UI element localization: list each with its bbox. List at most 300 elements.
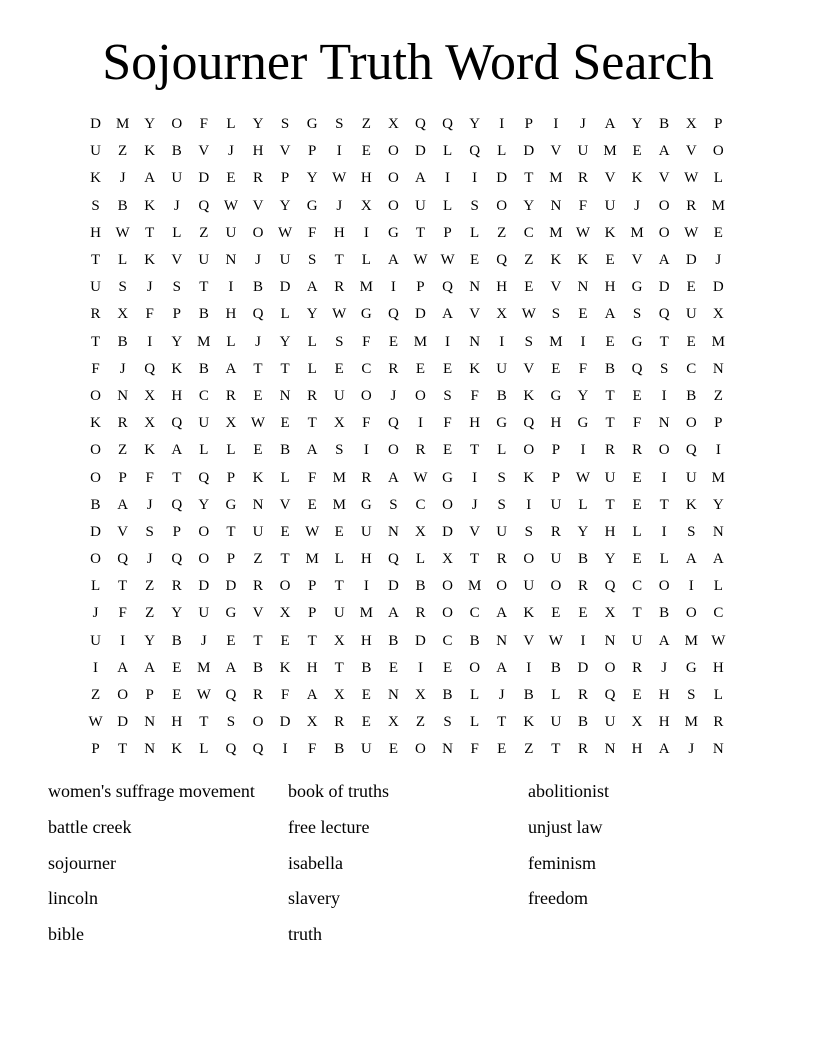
grid-letter: A (685, 551, 697, 568)
grid-letter: P (307, 605, 317, 622)
grid-letter: E (415, 360, 426, 377)
grid-letter: L (226, 333, 236, 350)
grid-letter: B (361, 659, 372, 676)
grid-letter: N (496, 632, 508, 649)
grid-letter: Q (171, 415, 183, 432)
grid-letter: O (90, 442, 101, 459)
grid-letter: G (496, 415, 508, 432)
grid-letter: R (577, 170, 588, 187)
grid-letter: X (333, 687, 345, 704)
grid-letter: R (632, 659, 643, 676)
grid-letter: D (225, 578, 237, 595)
grid-letter: E (442, 659, 453, 676)
grid-letter: G (360, 306, 372, 323)
grid-letter: W (278, 224, 293, 241)
grid-letter: L (632, 523, 642, 540)
grid-letter: J (336, 197, 343, 214)
grid-letter: V (604, 170, 616, 187)
grid-letter: N (442, 741, 453, 758)
grid-letter: L (470, 714, 480, 731)
grid-letter: V (631, 252, 643, 269)
grid-letter: P (172, 306, 181, 323)
grid-letter: T (280, 360, 290, 377)
grid-letter: X (712, 306, 724, 323)
grid-letter: R (361, 469, 372, 486)
grid-letter: Y (171, 605, 183, 622)
grid-letter: D (442, 523, 453, 540)
grid-letter: U (333, 387, 345, 404)
page-title: Sojourner Truth Word Search (102, 34, 714, 91)
grid-letter: N (252, 496, 264, 513)
grid-letter: S (687, 523, 696, 540)
grid-letter: H (333, 224, 345, 241)
grid-letter: Y (252, 116, 264, 133)
grid-letter: V (252, 605, 264, 622)
grid-letter: O (415, 741, 426, 758)
grid-letter: M (467, 578, 482, 595)
grid-letter: G (442, 469, 453, 486)
grid-letter: M (549, 170, 563, 187)
grid-letter: A (658, 143, 670, 160)
grid-letter: B (415, 578, 426, 595)
word-list-item: isabella (288, 852, 343, 873)
grid-letter: A (658, 632, 670, 649)
grid-letter: I (715, 442, 721, 459)
grid-letter: P (172, 523, 181, 540)
grid-letter: O (252, 714, 264, 731)
grid-letter: G (306, 197, 318, 214)
grid-letter: W (250, 415, 266, 432)
grid-letter: D (496, 170, 508, 187)
grid-letter: E (632, 469, 642, 486)
grid-letter: B (198, 360, 209, 377)
grid-letter: L (551, 687, 561, 704)
grid-letter: T (90, 252, 101, 269)
word-list-item: battle creek (48, 816, 132, 837)
grid-letter: B (550, 659, 561, 676)
grid-letter: K (469, 360, 481, 377)
grid-letter: O (252, 224, 264, 241)
grid-letter: D (90, 116, 101, 133)
grid-row (82, 655, 732, 682)
grid-letter: J (92, 605, 99, 622)
grid-letter: T (226, 523, 236, 540)
grid-letter: E (497, 741, 507, 758)
grid-letter: J (146, 551, 153, 568)
grid-letter: B (117, 333, 128, 350)
grid-letter: E (578, 306, 588, 323)
grid-row (82, 301, 732, 328)
grid-letter: Y (306, 306, 318, 323)
grid-row (82, 329, 732, 356)
grid-letter: F (145, 469, 154, 486)
grid-letter: J (688, 741, 695, 758)
grid-letter: A (442, 306, 453, 323)
grid-letter: D (415, 306, 426, 323)
grid-letter: H (604, 523, 616, 540)
grid-letter: G (225, 496, 237, 513)
grid-letter: M (359, 279, 373, 296)
grid-letter: W (575, 469, 591, 486)
grid-letter: X (442, 551, 453, 568)
grid-letter: O (279, 578, 291, 595)
grid-letter: Q (469, 143, 481, 160)
grid-letter: H (604, 279, 616, 296)
grid-letter: B (659, 605, 670, 622)
grid-letter: K (171, 360, 183, 377)
grid-row (82, 736, 732, 763)
grid-row (82, 682, 732, 709)
grid-letter: L (172, 224, 182, 241)
grid-letter: V (685, 143, 697, 160)
grid-letter: C (686, 360, 697, 377)
grid-letter: O (550, 578, 562, 595)
grid-letter: L (226, 116, 236, 133)
grid-letter: V (252, 197, 264, 214)
grid-letter: Q (442, 116, 453, 133)
grid-letter: X (631, 714, 643, 731)
grid-letter: Q (685, 442, 697, 459)
grid-letter: W (332, 170, 347, 187)
grid-letter: K (90, 170, 101, 187)
grid-letter: Z (253, 551, 263, 568)
grid-letter: S (497, 496, 506, 513)
grid-letter: L (280, 306, 290, 323)
grid-letter: E (388, 659, 398, 676)
grid-letter: Q (225, 687, 237, 704)
grid-letter: E (442, 360, 453, 377)
grid-letter: T (118, 578, 128, 595)
grid-letter: W (305, 523, 320, 540)
grid-letter: R (225, 387, 236, 404)
grid-letter: I (661, 523, 667, 540)
grid-letter: W (196, 687, 211, 704)
grid-letter: X (306, 714, 318, 731)
grid-letter: M (549, 333, 563, 350)
grid-letter: J (146, 279, 153, 296)
grid-letter: J (715, 252, 722, 269)
grid-letter: O (604, 659, 616, 676)
grid-letter: T (307, 632, 317, 649)
grid-letter: J (119, 360, 126, 377)
grid-letter: Q (117, 551, 129, 568)
grid-letter: P (145, 687, 154, 704)
grid-letter: L (90, 578, 101, 595)
grid-letter: F (632, 415, 642, 432)
grid-letter: J (146, 496, 153, 513)
grid-letter: R (496, 551, 507, 568)
grid-letter: B (659, 116, 670, 133)
grid-letter: Q (415, 116, 426, 133)
grid-letter: O (198, 523, 210, 540)
grid-letter: Z (361, 116, 371, 133)
grid-letter: X (279, 605, 291, 622)
grid-letter: K (144, 197, 156, 214)
grid-letter: V (523, 360, 535, 377)
grid-letter: S (660, 360, 669, 377)
grid-letter: R (334, 714, 345, 731)
grid-letter: A (225, 360, 237, 377)
grid-letter: C (632, 578, 643, 595)
grid-letter: U (604, 469, 616, 486)
grid-letter: S (118, 279, 127, 296)
grid-letter: G (631, 333, 643, 350)
grid-letter: C (469, 605, 480, 622)
grid-letter: E (551, 360, 561, 377)
grid-row (82, 356, 732, 383)
grid-letter: S (551, 306, 561, 323)
grid-letter: X (333, 415, 345, 432)
grid-row (82, 111, 732, 138)
grid-letter: X (225, 415, 237, 432)
grid-letter: T (470, 551, 480, 568)
grid-letter: T (145, 224, 155, 241)
grid-letter: W (684, 170, 699, 187)
grid-letter: N (117, 387, 129, 404)
grid-letter: F (307, 224, 317, 241)
grid-letter: X (144, 415, 156, 432)
grid-row (82, 628, 732, 655)
grid-letter: I (417, 659, 423, 676)
grid-letter: D (198, 578, 210, 595)
grid-letter: F (362, 415, 371, 432)
grid-row (82, 274, 732, 301)
grid-letter: B (388, 632, 399, 649)
grid-letter: E (361, 143, 371, 160)
grid-letter: S (335, 333, 344, 350)
grid-letter: Z (145, 578, 155, 595)
grid-letter: U (333, 605, 345, 622)
grid-letter: I (526, 659, 532, 676)
grid-letter: L (497, 442, 507, 459)
grid-letter: I (363, 224, 369, 241)
grid-letter: D (685, 252, 697, 269)
grid-letter: Y (577, 523, 589, 540)
grid-letter: N (658, 415, 670, 432)
grid-letter: O (496, 578, 508, 595)
grid-letter: L (442, 197, 453, 214)
grid-letter: U (604, 197, 616, 214)
grid-row (82, 193, 732, 220)
grid-letter: V (550, 143, 562, 160)
grid-letter: A (306, 442, 318, 459)
grid-letter: J (634, 197, 641, 214)
grid-letter: E (470, 252, 480, 269)
grid-letter: M (711, 197, 725, 214)
grid-letter: O (415, 387, 426, 404)
grid-letter: N (387, 687, 399, 704)
grid-letter: A (712, 551, 724, 568)
grid-letter: O (658, 578, 670, 595)
grid-letter: E (280, 415, 290, 432)
grid-letter: U (279, 252, 291, 269)
grid-row (82, 437, 732, 464)
grid-row (82, 247, 732, 274)
grid-letter: P (307, 578, 317, 595)
grid-letter: Q (198, 197, 210, 214)
grid-letter: U (90, 632, 101, 649)
grid-letter: O (387, 143, 399, 160)
grid-row (82, 492, 732, 519)
grid-letter: O (90, 551, 101, 568)
grid-letter: U (496, 360, 508, 377)
grid-letter: O (658, 197, 670, 214)
grid-letter: Q (658, 306, 670, 323)
grid-letter: N (550, 197, 562, 214)
grid-letter: W (548, 632, 563, 649)
grid-letter: S (632, 306, 642, 323)
grid-letter: L (442, 143, 453, 160)
grid-letter: E (524, 279, 534, 296)
grid-letter: N (279, 387, 291, 404)
grid-letter: H (90, 224, 101, 241)
grid-letter: H (496, 279, 508, 296)
grid-letter: U (198, 415, 210, 432)
grid-letter: T (470, 442, 480, 459)
grid-letter: Q (631, 360, 643, 377)
grid-letter: Q (387, 551, 399, 568)
grid-letter: A (496, 659, 508, 676)
grid-letter: Y (577, 387, 589, 404)
grid-letter: Y (712, 496, 724, 513)
grid-letter: P (714, 116, 723, 133)
grid-letter: T (659, 333, 669, 350)
grid-letter: U (631, 632, 643, 649)
grid-letter: A (117, 496, 129, 513)
grid-letter: A (415, 170, 426, 187)
grid-letter: E (307, 496, 317, 513)
grid-row (82, 410, 732, 437)
grid-letter: E (334, 523, 344, 540)
grid-letter: B (171, 143, 182, 160)
grid-letter: L (415, 551, 426, 568)
grid-letter: H (712, 659, 724, 676)
grid-letter: X (685, 116, 697, 133)
grid-letter: C (523, 224, 534, 241)
grid-letter: I (336, 143, 342, 160)
grid-letter: I (147, 333, 153, 350)
grid-letter: G (306, 116, 318, 133)
grid-letter: J (471, 496, 478, 513)
grid-letter: P (307, 143, 317, 160)
grid-letter: M (197, 659, 211, 676)
grid-letter: D (415, 143, 426, 160)
grid-letter: W (88, 714, 103, 731)
grid-letter: L (470, 224, 480, 241)
grid-letter: L (280, 469, 290, 486)
grid-letter: C (442, 632, 453, 649)
grid-letter: K (252, 469, 264, 486)
grid-letter: T (605, 415, 615, 432)
grid-letter: M (603, 143, 617, 160)
grid-letter: O (117, 687, 129, 704)
grid-letter: I (472, 469, 478, 486)
word-list-item: lincoln (48, 888, 98, 909)
letter-grid (82, 111, 732, 764)
grid-letter: J (228, 143, 234, 160)
grid-letter: S (524, 523, 533, 540)
grid-letter: X (387, 714, 399, 731)
grid-letter: V (523, 632, 535, 649)
grid-letter: H (631, 741, 643, 758)
grid-letter: E (334, 360, 344, 377)
grid-letter: E (632, 143, 642, 160)
grid-letter: A (144, 659, 156, 676)
grid-letter: T (334, 252, 344, 269)
grid-letter: E (551, 605, 561, 622)
grid-letter: A (496, 605, 508, 622)
grid-letter: M (359, 605, 373, 622)
grid-letter: K (550, 252, 562, 269)
grid-letter: U (685, 469, 697, 486)
grid-letter: R (415, 442, 426, 459)
grid-letter: Z (415, 714, 426, 731)
grid-letter: W (521, 306, 536, 323)
grid-letter: R (253, 170, 264, 187)
grid-letter: S (280, 116, 290, 133)
grid-letter: Y (604, 551, 616, 568)
grid-letter: N (577, 279, 589, 296)
word-list-item: unjust law (528, 816, 603, 837)
grid-letter: H (360, 632, 372, 649)
grid-letter: L (199, 741, 209, 758)
grid-letter: N (144, 741, 156, 758)
grid-letter: D (415, 632, 426, 649)
grid-letter: E (605, 333, 615, 350)
grid-letter: K (279, 659, 291, 676)
grid-letter: I (417, 415, 423, 432)
grid-letter: M (413, 333, 428, 350)
grid-letter: S (389, 496, 398, 513)
grid-letter: C (361, 360, 372, 377)
grid-letter: F (307, 741, 317, 758)
grid-letter: O (523, 551, 535, 568)
grid-letter: W (440, 252, 455, 269)
grid-letter: T (199, 714, 209, 731)
grid-letter: I (661, 387, 667, 404)
grid-letter: Q (252, 306, 264, 323)
grid-letter: H (469, 415, 481, 432)
grid-letter: T (551, 741, 561, 758)
grid-letter: E (632, 551, 642, 568)
grid-letter: X (360, 197, 372, 214)
grid-row (82, 519, 732, 546)
grid-letter: K (523, 469, 535, 486)
grid-row (82, 138, 732, 165)
grid-letter: P (91, 741, 100, 758)
grid-letter: F (443, 415, 452, 432)
grid-letter: U (496, 523, 508, 540)
grid-letter: H (171, 714, 183, 731)
grid-letter: B (117, 197, 128, 214)
grid-letter: U (550, 496, 562, 513)
grid-letter: Y (306, 170, 318, 187)
grid-letter: R (90, 306, 101, 323)
grid-letter: J (255, 252, 261, 269)
grid-letter: L (307, 333, 317, 350)
grid-letter: E (388, 741, 398, 758)
grid-letter: G (685, 659, 697, 676)
grid-letter: A (387, 605, 399, 622)
word-list-item: abolitionist (528, 781, 609, 801)
grid-letter: D (198, 170, 210, 187)
grid-letter: T (334, 578, 344, 595)
grid-letter: P (551, 442, 561, 459)
grid-letter: Y (171, 333, 183, 350)
grid-letter: I (499, 116, 505, 133)
grid-letter: K (90, 415, 101, 432)
grid-letter: Q (171, 496, 183, 513)
